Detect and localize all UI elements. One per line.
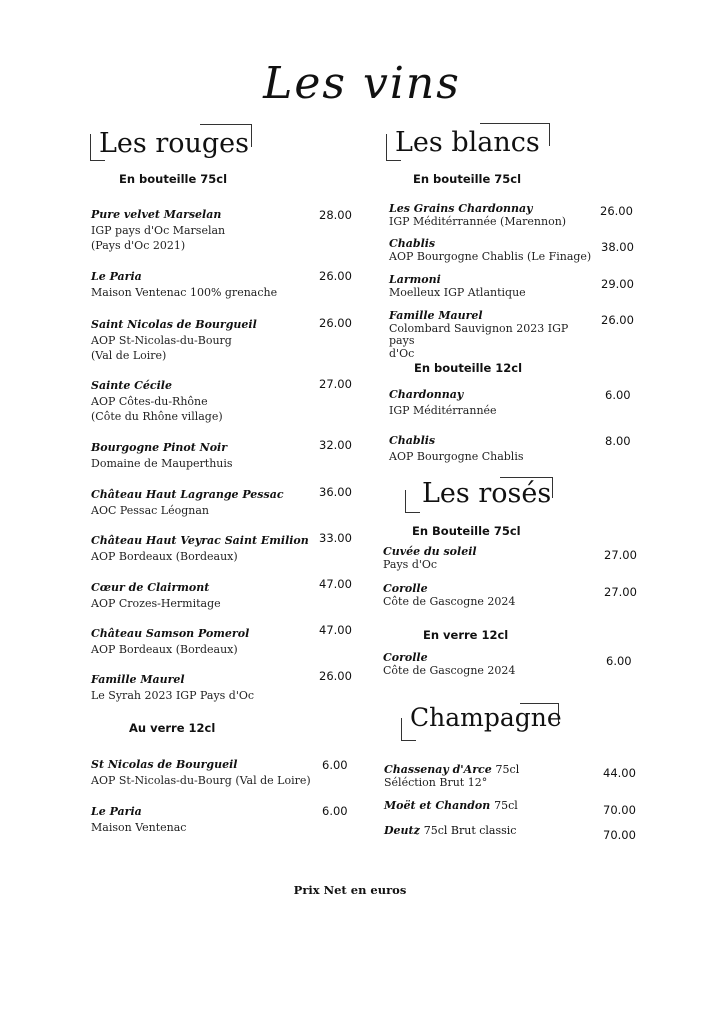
wine-price: 44.00 <box>603 766 636 780</box>
wine-name: Château Samson Pomerol <box>91 627 250 640</box>
wine-price: 8.00 <box>605 434 631 448</box>
wine-price: 26.00 <box>319 669 352 683</box>
wine-price: 6.00 <box>605 388 631 402</box>
blancs-title: Les blancs <box>395 127 540 158</box>
list-item <box>389 310 594 360</box>
wine-name: Pure velvet Marselan <box>91 208 222 221</box>
wine-price: 26.00 <box>319 269 352 283</box>
wine-desc: Maison Ventenac <box>91 820 187 834</box>
wine-price: 28.00 <box>319 208 352 222</box>
wine-price: 33.00 <box>319 531 352 545</box>
wine-price: 32.00 <box>319 438 352 452</box>
wine-volume: 75cl <box>495 763 520 776</box>
wine-name: Famille Maurel <box>91 673 185 686</box>
wine-desc: Moelleux IGP Atlantique <box>389 285 526 299</box>
champagne-title: Champagne <box>410 703 562 732</box>
wine-price: 6.00 <box>606 654 632 668</box>
list-item <box>91 487 316 518</box>
blancs-subtitle-bottle: En bouteille 75cl <box>413 172 522 186</box>
wine-name: Bourgogne Pinot Noir <box>91 441 228 454</box>
price-note: Prix Net en euros <box>293 883 407 897</box>
list-item <box>389 203 594 228</box>
wine-name: Cœur de Clairmont <box>91 581 210 594</box>
wine-price: 70.00 <box>603 828 636 842</box>
wine-desc: AOP St-Nicolas-du-Bourg <box>91 333 232 347</box>
wine-name: Château Haut Veyrac Saint Emilion <box>91 534 309 547</box>
wine-name: Chardonnay <box>389 388 464 401</box>
rouges-subtitle-glass: Au verre 12cl <box>129 721 216 735</box>
rouges-title: Les rouges <box>99 128 250 159</box>
list-item <box>91 533 316 564</box>
roses-subtitle-glass: En verre 12cl <box>423 628 509 642</box>
page-title: Les vins <box>263 58 461 109</box>
wine-desc: (Val de Loire) <box>91 349 167 362</box>
wine-desc: AOC Pessac Léognan <box>91 503 210 517</box>
list-item <box>389 238 594 263</box>
blancs-subtitle-glass: En bouteille 12cl <box>414 361 523 375</box>
list-item <box>91 672 311 703</box>
wine-name: Deutz <box>384 824 420 837</box>
list-item <box>91 440 311 471</box>
list-item <box>91 317 311 364</box>
list-item <box>383 583 588 608</box>
wine-desc: IGP Méditérrannée <box>389 403 497 417</box>
wine-price: 6.00 <box>322 758 348 772</box>
wine-name: Le Paria <box>91 805 142 818</box>
wine-price: 26.00 <box>601 313 634 327</box>
wine-name: Corolle <box>383 651 428 664</box>
wine-desc: Séléction Brut 12° <box>384 775 488 789</box>
wine-desc: Pays d'Oc <box>383 557 438 571</box>
wine-desc: AOP Bourgogne Chablis <box>389 449 524 463</box>
list-item <box>389 433 594 464</box>
wine-name: Le Paria <box>91 270 142 283</box>
wine-name: Larmoni <box>389 273 441 286</box>
list-item <box>384 825 594 838</box>
wine-price: 26.00 <box>319 316 352 330</box>
wine-price: 26.00 <box>600 204 633 218</box>
list-item <box>91 378 311 425</box>
rouges-subtitle-bottle: En bouteille 75cl <box>119 172 228 186</box>
wine-name: Corolle <box>383 582 428 595</box>
list-item <box>383 652 588 677</box>
roses-subtitle-bottle: En Bouteille 75cl <box>412 524 521 538</box>
list-item <box>91 207 311 254</box>
wine-price: 47.00 <box>319 623 352 637</box>
wine-desc: AOP Crozes-Hermitage <box>91 596 221 610</box>
list-item <box>91 580 311 611</box>
wine-desc: AOP Côtes-du-Rhône <box>91 394 208 408</box>
wine-desc: d'Oc <box>389 346 415 360</box>
list-item <box>383 546 588 571</box>
wine-desc: Le Syrah 2023 IGP Pays d'Oc <box>91 688 255 702</box>
list-item <box>91 269 311 300</box>
wine-desc: Colombard Sauvignon 2023 IGP pays <box>389 321 569 347</box>
wine-name: Moët et Chandon <box>384 799 491 812</box>
wine-desc: Domaine de Mauperthuis <box>91 456 233 470</box>
wine-desc: AOP Bordeaux (Bordeaux) <box>91 642 238 656</box>
list-item <box>384 800 594 813</box>
wine-name: St Nicolas de Bourgueil <box>91 758 238 771</box>
wine-desc: (Pays d'Oc 2021) <box>91 239 186 252</box>
list-item <box>389 387 594 418</box>
wine-price: 27.00 <box>319 377 352 391</box>
wine-name: Chassenay d'Arce <box>384 763 492 776</box>
wine-price: 29.00 <box>601 277 634 291</box>
list-item <box>384 764 594 789</box>
wine-desc: (Côte du Rhône village) <box>91 410 223 423</box>
wine-name: Sainte Cécile <box>91 379 172 392</box>
wine-name: Saint Nicolas de Bourgueil <box>91 318 257 331</box>
wine-price: 27.00 <box>604 548 637 562</box>
wine-price: 38.00 <box>601 240 634 254</box>
wine-volume: 75cl <box>494 799 518 812</box>
wine-desc: Maison Ventenac 100% grenache <box>91 285 278 299</box>
list-item <box>389 274 594 299</box>
wine-desc: AOP Bordeaux (Bordeaux) <box>91 549 238 563</box>
wine-desc: IGP Méditérrannée (Marennon) <box>389 214 567 228</box>
wine-price: 70.00 <box>603 803 636 817</box>
wine-price: 27.00 <box>604 585 637 599</box>
wine-name: Cuvée du soleil <box>383 545 477 558</box>
wine-name: Famille Maurel <box>389 309 483 322</box>
roses-title: Les rosés <box>422 478 552 509</box>
wine-desc: Côte de Gascogne 2024 <box>383 663 516 677</box>
wine-desc: AOP Bourgogne Chablis (Le Finage) <box>389 249 592 263</box>
wine-name: Les Grains Chardonnay <box>389 202 533 215</box>
wine-price: 6.00 <box>322 804 348 818</box>
list-item <box>91 626 311 657</box>
wine-price: 47.00 <box>319 577 352 591</box>
wine-desc: Côte de Gascogne 2024 <box>383 594 516 608</box>
wine-desc: IGP pays d'Oc Marselan <box>91 223 226 237</box>
wine-volume: 75cl Brut classic <box>423 824 517 837</box>
wine-desc: AOP St-Nicolas-du-Bourg (Val de Loire) <box>91 773 311 787</box>
wine-price: 36.00 <box>319 485 352 499</box>
wine-name: Chablis <box>389 237 436 250</box>
list-item <box>91 757 316 788</box>
list-item <box>91 804 311 835</box>
wine-name: Château Haut Lagrange Pessac <box>91 488 284 501</box>
roses-title-frame-left <box>405 490 420 513</box>
wine-name: Chablis <box>389 434 436 447</box>
